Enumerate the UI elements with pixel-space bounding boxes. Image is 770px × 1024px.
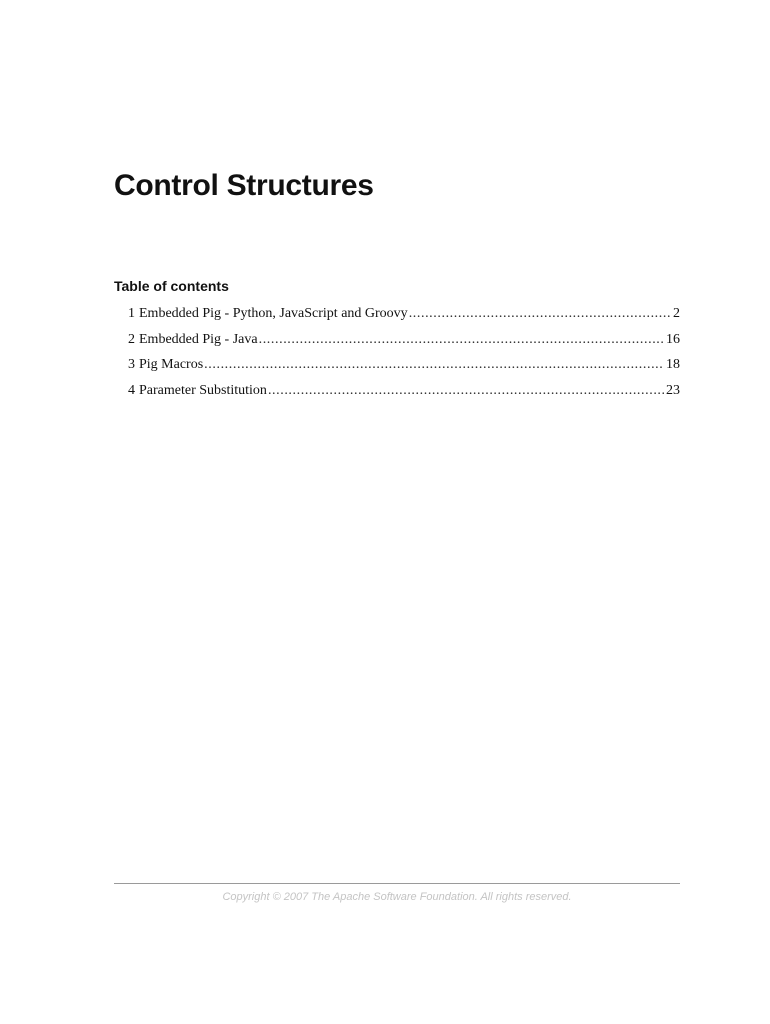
dot-leader (268, 378, 664, 404)
dot-leader (259, 327, 664, 353)
toc-entry-number: 2 (128, 331, 135, 347)
toc-entry-number: 4 (128, 382, 135, 398)
toc-entry-parameter-substitution[interactable] (128, 378, 680, 404)
toc-entry-link[interactable]: Embedded Pig - Python, JavaScript and Groovy (139, 306, 408, 321)
toc-entry-embedded-pig-java[interactable] (128, 327, 680, 353)
dot-leader (409, 301, 671, 327)
toc-list (114, 301, 680, 403)
toc-entry-link[interactable]: Embedded Pig - Java (139, 331, 258, 347)
toc-entry-page[interactable]: 18 (666, 357, 680, 372)
toc-entry-page[interactable]: 16 (666, 331, 680, 347)
dot-leader (204, 352, 664, 378)
toc-entry-embedded-pig-scripting[interactable] (128, 301, 680, 327)
toc-entry-number: 3 (128, 357, 135, 372)
footer-copyright: Copyright © 2007 The Apache Software Foundation. All rights reserved. (222, 891, 572, 903)
table-of-contents (114, 276, 680, 403)
toc-entry-link[interactable]: Parameter Substitution (139, 382, 267, 398)
toc-entry-page[interactable]: 2 (673, 306, 680, 321)
footer-divider (114, 883, 680, 884)
toc-entry-number: 1 (128, 306, 135, 321)
toc-entry-page[interactable]: 23 (666, 382, 680, 398)
toc-entry-link[interactable]: Pig Macros (139, 357, 204, 372)
toc-entry-pig-macros[interactable] (128, 352, 680, 378)
toc-heading: Table of contents (114, 278, 229, 294)
page-title: Control Structures (114, 169, 374, 202)
